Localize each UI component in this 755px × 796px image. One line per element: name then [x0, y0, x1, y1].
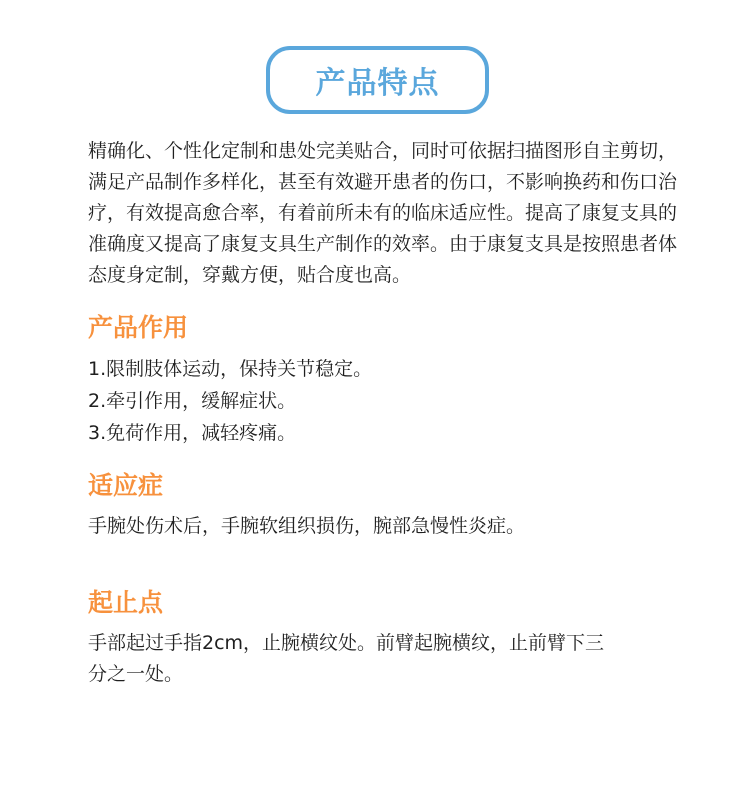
- list-item: 2.牵引作用，缓解症状。: [88, 390, 297, 412]
- intro-line: 精确化、个性化定制和患处完美贴合，同时可依据扫描图形自主剪切，: [88, 140, 678, 162]
- intro-paragraph: [88, 136, 678, 291]
- intro-line: 态度身定制，穿戴方便，贴合度也高。: [88, 264, 412, 286]
- body-line: 手部起过手指2cm，止腕横纹处。前臂起腕横纹，止前臂下三: [88, 632, 605, 654]
- intro-line: 准确度又提高了康复支具生产制作的效率。由于康复支具是按照患者体: [88, 233, 678, 255]
- indications-text: [88, 511, 675, 542]
- section-title-product-function: 产品作用: [88, 313, 189, 342]
- product-features-badge-label: 产品特点: [315, 66, 440, 101]
- list-item: 3.免荷作用，减轻疼痛。: [88, 422, 297, 444]
- body-line: 分之一处。: [88, 663, 184, 685]
- product-features-badge: [266, 46, 489, 114]
- section-title-indications: 适应症: [88, 471, 164, 500]
- body-line: 手腕处伤术后，手腕软组织损伤，腕部急慢性炎症。: [88, 515, 526, 537]
- product-detail-page: [0, 46, 755, 796]
- content-area: [0, 136, 755, 690]
- intro-line: 疗，有效提高愈合率，有着前所未有的临床适应性。提高了康复支具的: [88, 202, 678, 224]
- product-function-list: [88, 353, 675, 449]
- section-title-start-end-points: 起止点: [88, 588, 164, 617]
- list-item: 1.限制肢体运动，保持关节稳定。: [88, 358, 373, 380]
- intro-line: 满足产品制作多样化，甚至有效避开患者的伤口，不影响换药和伤口治: [88, 171, 678, 193]
- start-end-points-text: [88, 628, 675, 690]
